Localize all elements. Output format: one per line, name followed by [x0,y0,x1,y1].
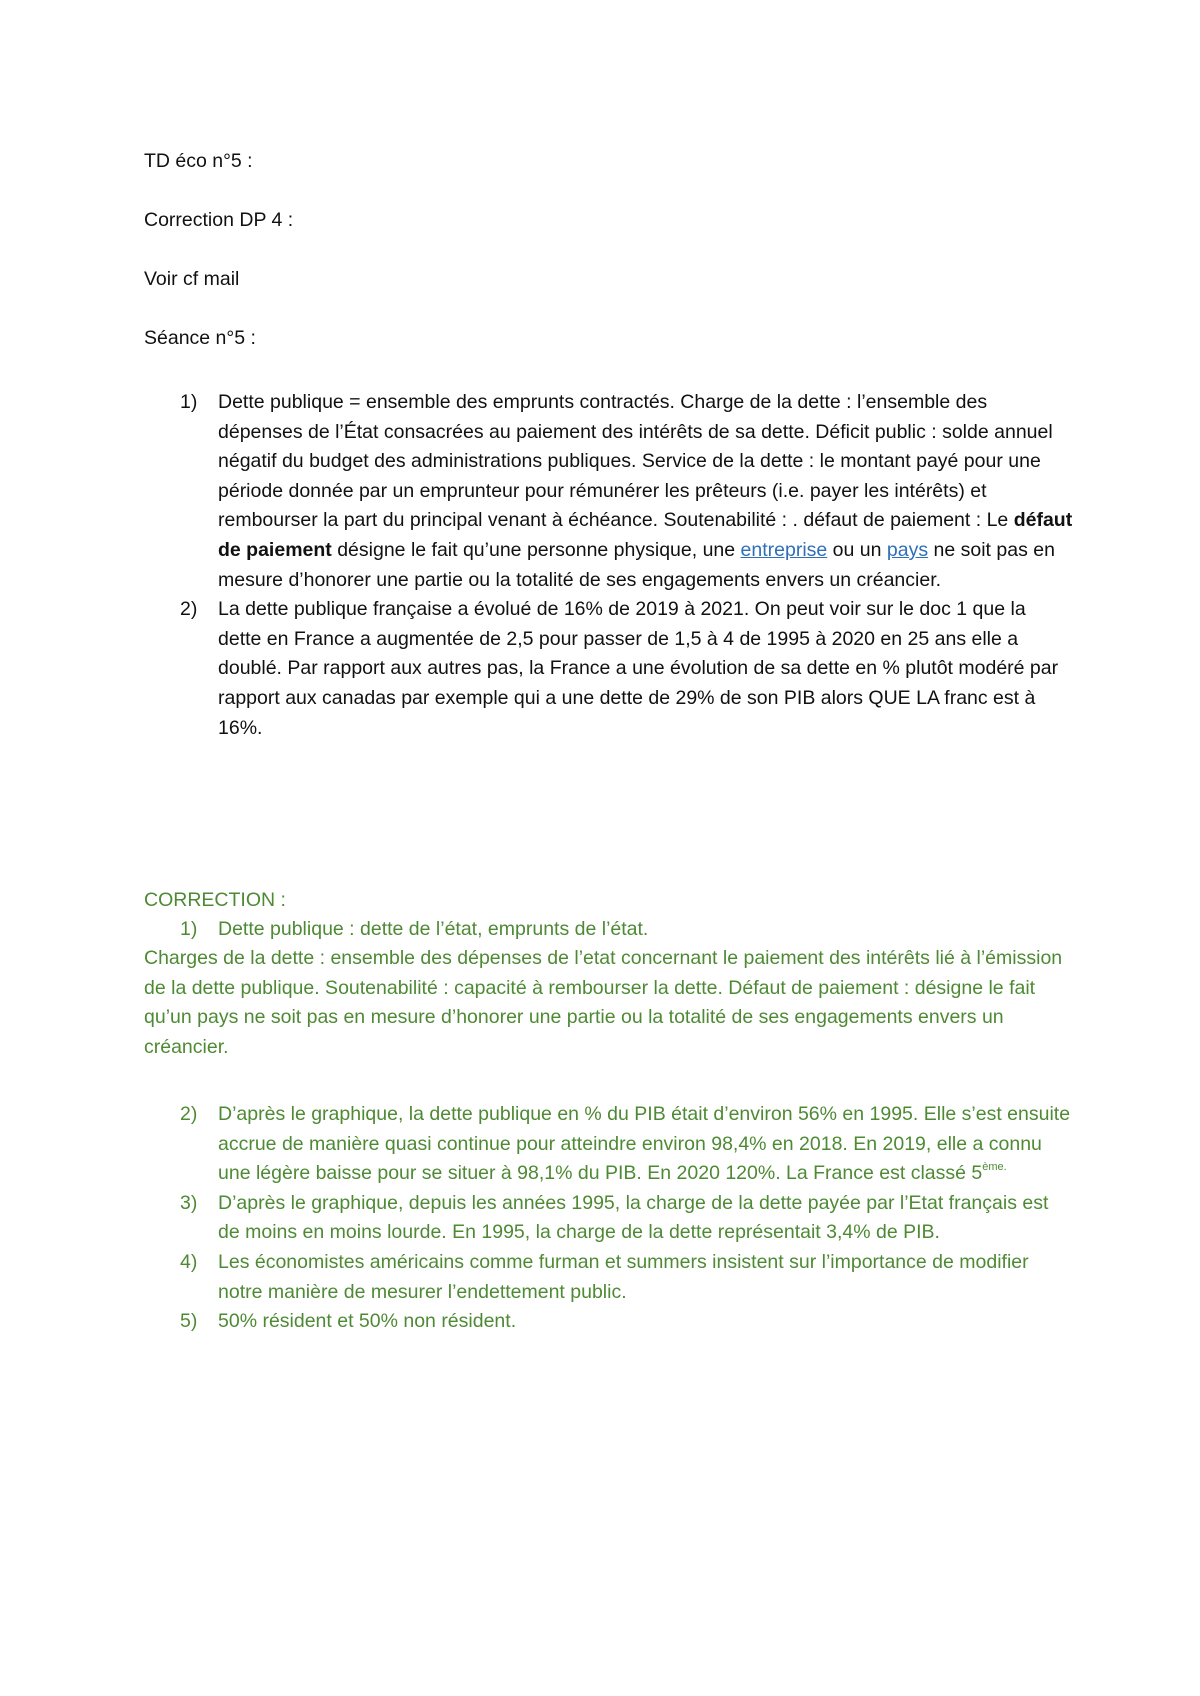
correction-heading: CORRECTION : [144,889,286,911]
list-item [144,915,1074,945]
correction-5-text: 50% résident et 50% non résident. [218,1310,517,1333]
list-number: 2) [180,598,198,621]
seance-heading: Séance n°5 : [144,327,256,349]
bold-term: défaut de paiement [218,509,1073,561]
list-item [144,388,1074,595]
list-item [144,1248,1074,1307]
voir-mail-line: Voir cf mail [144,268,240,290]
superscript: ème. [982,1161,1007,1174]
answer-1-text: Dette publique = ensemble des emprunts contractés. Charge de la dette : l’ensemble des dépenses de l’État consacrées au paiement des intérêts de sa dette. Déficit public : solde annuel négatif du budget des administrations publiques. Service de la dette : le montant payé pour une période donnée par un emprunteur pour rémunérer les prêteurs (i.e. payer les intérêts) et rembourser la part du principal venant à échéance. Soutenabilité : . défaut de paiement : Le défaut de paiement désigne le fait qu’une personne physique, une entreprise ou un pays ne soit pas en mesure d’honorer une partie ou la totalité de ses engagements envers un créancier. [218,391,1073,591]
correction-3-text: D’après le graphique, depuis les années 1995, la charge de la dette payée par l’Etat français est de moins en moins lourde. En 1995, la charge de la dette représentait 3,4% de PIB. [218,1191,1049,1244]
answer-2-text: La dette publique française a évolué de 16% de 2019 à 2021. On peut voir sur le doc 1 que la dette en France a augmentée de 2,5 pour passer de 1,5 à 4 de 1995 à 2020 en 25 ans elle a doublé. Par rapport aux autres pas, la France a une évolution de sa dette en % plutôt modéré par rapport aux canadas par exemple qui a une dette de 29% de son PIB alors QUE LA franc est à 16%. [218,598,1059,739]
list-number: 3) [180,1191,198,1214]
correction-list-1 [144,915,1074,945]
list-item [144,1189,1074,1248]
list-item [144,1100,1074,1189]
correction-2-text: D’après le graphique, la dette publique en % du PIB était d’environ 56% en 1995. Elle s’est ensuite accrue de manière quasi continue pour atteindre environ 98,4% en 2018. En 2019, elle a connu une légère baisse pour se situer à 98,1% du PIB. En 2020 120%. La France est classé $5^{ème.}$ [218,1103,1071,1185]
list-number: 2) [180,1103,198,1125]
list-number: 1) [180,918,198,940]
list-item [144,1307,1074,1337]
pays-link[interactable]: pays [886,538,929,561]
list-item [144,595,1074,743]
correction-dp-heading: Correction DP 4 : [144,209,294,231]
list-number: 1) [180,391,198,413]
correction-4-text: Les économistes américains comme furman et summers insistent sur l’importance de modifier notre manière de mesurer l’endettement public. [218,1250,1029,1303]
correction-list-2 [144,1100,1074,1337]
answers-list [144,388,1074,743]
correction-paragraph: Charges de la dette : ensemble des dépenses de l’etat concernant le paiement des intérêts lié à l’émission de la dette publique. Soutenabilité : capacité à rembourser la dette. Défaut de paiement : désigne le fait qu’un pays ne soit pas en mesure d’honorer une partie ou la totalité de ses engagements envers un créancier. [144,947,1063,1058]
list-number: 4) [180,1250,198,1273]
correction-1-text: Dette publique : dette de l’état, emprunts de l’état. [218,918,649,940]
list-number: 5) [180,1310,198,1333]
document-title: TD éco n°5 : [144,150,253,172]
entreprise-link[interactable]: entreprise [740,538,828,561]
